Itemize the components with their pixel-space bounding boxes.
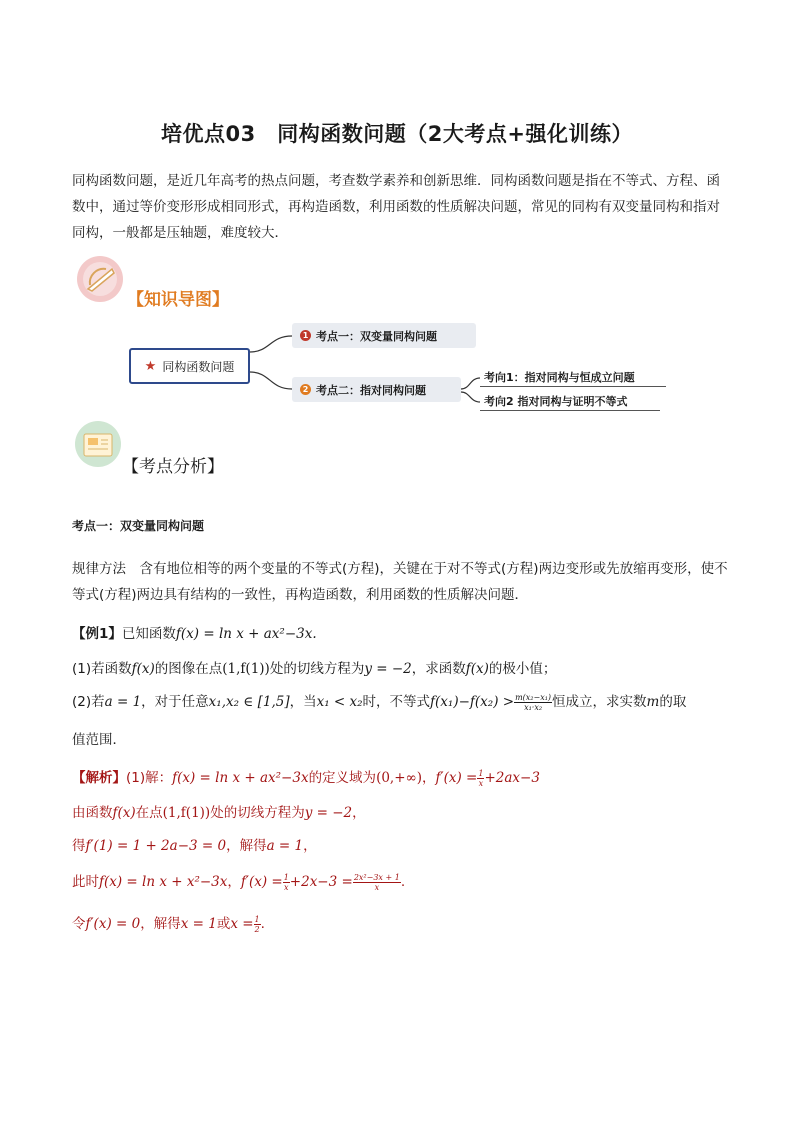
text: 或 bbox=[216, 916, 231, 932]
numerator: 1 bbox=[283, 872, 289, 882]
example-line-0 bbox=[72, 622, 317, 642]
math: f(x) bbox=[131, 661, 155, 677]
text: 此时 bbox=[72, 874, 99, 890]
math: a = 1 bbox=[104, 694, 142, 710]
number-badge-2: 2 bbox=[300, 384, 311, 395]
text: ， bbox=[227, 874, 241, 890]
text: 恒成立，求实数 bbox=[552, 694, 647, 710]
math: f′(x) = 0 bbox=[85, 916, 141, 932]
text: (1)若函数 bbox=[72, 661, 132, 677]
star-icon: ★ bbox=[144, 358, 157, 374]
text: 的取 bbox=[659, 694, 687, 710]
fraction bbox=[353, 873, 401, 892]
denominator: x bbox=[478, 778, 484, 788]
branch-1-label: 考点一：双变量同构问题 bbox=[316, 329, 437, 343]
method-paragraph: 规律方法 含有地位相等的两个变量的不等式(方程)，关键在于对不等式(方程)两边变形或先放缩再变形，使不等式(方程)两边具有结构的一致性，再构造函数，利用函数的性质解决问题． bbox=[72, 561, 728, 603]
mind-map-root-label: 同构函数问题 bbox=[162, 359, 235, 374]
text: ，当 bbox=[289, 694, 317, 710]
math: f(x) = ln x + x²−3x bbox=[99, 874, 228, 890]
text: 处的切线方程为 bbox=[269, 661, 365, 677]
solution-line-4 bbox=[72, 912, 265, 934]
math: a = 1 bbox=[266, 838, 304, 854]
text: 的定义域为 bbox=[308, 770, 377, 786]
text: ，解得 bbox=[140, 916, 181, 932]
text: ，解得 bbox=[226, 838, 267, 854]
analysis-heading: 【考点分析】 bbox=[122, 457, 224, 477]
text: 的图像在点 bbox=[154, 661, 223, 677]
math: (0,+∞) bbox=[376, 770, 423, 786]
math: x = bbox=[230, 916, 254, 932]
text: 时，不等式 bbox=[362, 694, 431, 710]
math: m bbox=[646, 694, 660, 710]
text: (1)解： bbox=[126, 770, 173, 786]
solution-label: 【解析】 bbox=[72, 770, 126, 786]
numerator: 1 bbox=[254, 914, 260, 924]
text: 的极小值； bbox=[488, 661, 557, 677]
mind-map-leaf-1: 考向1：指对同构与恒成立问题 bbox=[480, 369, 666, 387]
text: . bbox=[260, 916, 265, 932]
solution-line-3 bbox=[72, 870, 405, 892]
function-definition: f(x) = ln x + ax²−3x. bbox=[175, 626, 317, 642]
text: 得 bbox=[72, 838, 86, 854]
math: (1,f(1)) bbox=[222, 661, 270, 677]
text: 处的切线方程为 bbox=[210, 805, 305, 821]
intro-paragraph: 同构函数问题，是近几年高考的热点问题，考查数学素养和创新思维．同构函数问题是指在不等式、方程、函数中，通过等价变形形成相同形式，再构造函数，利用函数的性质解决问题，常见的同构有双变量同构和指对同构，一般都是压轴题，难度较大． bbox=[72, 173, 720, 241]
math: f′(1) = 1 + 2a−3 = 0 bbox=[85, 838, 227, 854]
branch-2-label: 考点二：指对同构问题 bbox=[316, 383, 426, 397]
text: ， bbox=[352, 805, 366, 821]
math: f(x) = ln x + ax²−3x bbox=[172, 770, 309, 786]
example-label: 【例1】 bbox=[72, 626, 122, 642]
notebook-icon bbox=[74, 420, 122, 468]
math: f(x) bbox=[465, 661, 489, 677]
denominator: x₁·x₂ bbox=[524, 702, 543, 712]
knowledge-map-heading: 【知识导图】 bbox=[127, 290, 229, 310]
denominator: x bbox=[283, 882, 289, 892]
numerator: 2x²−3x + 1 bbox=[353, 872, 400, 882]
fraction bbox=[514, 693, 552, 712]
solution-line-0 bbox=[72, 766, 540, 788]
math: x = 1 bbox=[180, 916, 217, 932]
text: 由函数 bbox=[72, 805, 113, 821]
example-line-3: 值范围． bbox=[72, 732, 126, 748]
example-text: 已知函数 bbox=[121, 626, 176, 642]
text: ， bbox=[303, 838, 317, 854]
numerator: m(x₂−x₁) bbox=[515, 692, 552, 702]
denominator: x bbox=[374, 882, 380, 892]
text: ，对于任意 bbox=[141, 694, 209, 710]
solution-line-1 bbox=[72, 801, 366, 821]
math: x₁,x₂ ∈ [1,5] bbox=[208, 694, 290, 710]
page-title: 培优点03 同构函数问题（2大考点+强化训练） bbox=[161, 122, 633, 146]
math: +2x−3 = bbox=[289, 874, 353, 890]
math: f′(x) = bbox=[240, 874, 283, 890]
fraction bbox=[254, 915, 261, 934]
text: ， bbox=[422, 770, 436, 786]
mind-map-connectors bbox=[0, 0, 794, 420]
text: (2)若 bbox=[72, 694, 105, 710]
math: f(x₁)−f(x₂) > bbox=[430, 694, 515, 710]
math: +2ax−3 bbox=[484, 770, 540, 786]
mind-map-root bbox=[129, 348, 250, 384]
number-badge-1: 1 bbox=[300, 330, 311, 341]
example-line-2 bbox=[72, 690, 686, 712]
numerator: 1 bbox=[478, 768, 484, 778]
text: . bbox=[400, 874, 406, 890]
denominator: 2 bbox=[254, 924, 260, 934]
text: 令 bbox=[72, 916, 86, 932]
mind-map-branch-1 bbox=[292, 323, 476, 348]
solution-line-2 bbox=[72, 834, 317, 854]
mind-map-leaf-2: 考向2 指对同构与证明不等式 bbox=[480, 393, 660, 411]
mind-map-branch-2 bbox=[292, 377, 461, 402]
math: y = −2 bbox=[364, 661, 412, 677]
math: f′(x) = bbox=[435, 770, 478, 786]
math: y = −2 bbox=[304, 805, 353, 821]
text: ，求函数 bbox=[411, 661, 466, 677]
fraction bbox=[283, 873, 290, 892]
point-1-title: 考点一：双变量同构问题 bbox=[72, 519, 205, 533]
math: x₁ < x₂ bbox=[316, 694, 363, 710]
example-line-1 bbox=[72, 657, 556, 677]
math: f(x) bbox=[112, 805, 136, 821]
text: 在点 bbox=[135, 805, 163, 821]
math: (1,f(1)) bbox=[162, 805, 211, 821]
